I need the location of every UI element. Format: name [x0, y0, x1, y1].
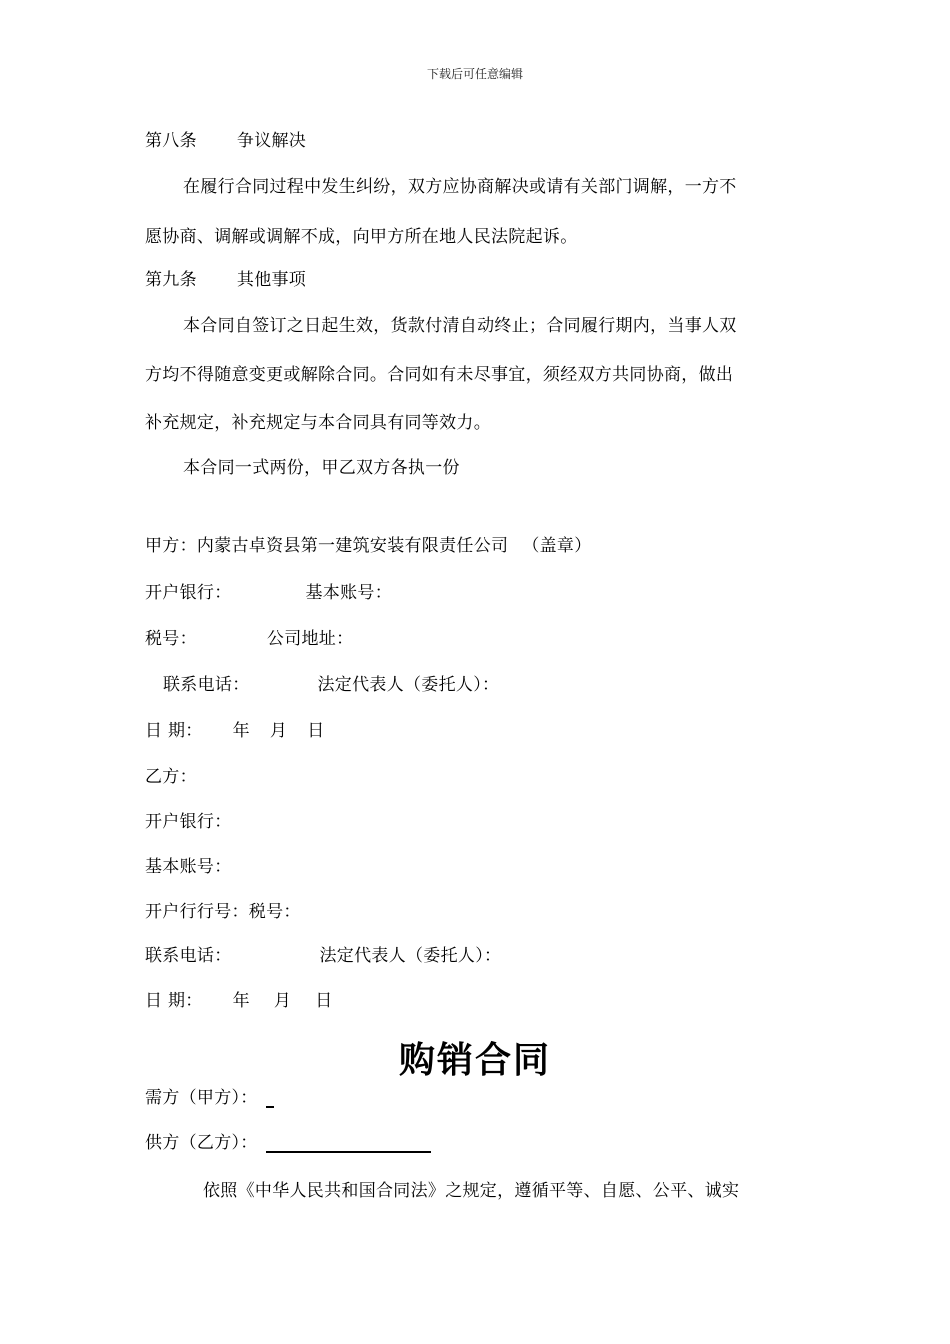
party-a-date-day: 日	[307, 721, 325, 741]
article-9-heading	[145, 265, 306, 290]
party-a-name: 甲方：内蒙古卓资县第一建筑安装有限责任公司	[145, 536, 509, 556]
article-9-paragraph-1-line-1: 本合同自签订之日起生效，货款付清自动终止；合同履行期内，当事人双	[183, 316, 737, 336]
party-a-account-label: 基本账号：	[305, 583, 392, 603]
article-8-heading	[145, 126, 306, 151]
party-a-bank-line	[145, 578, 392, 603]
party-a-rep-label: 法定代表人（委托人）：	[317, 675, 500, 695]
party-b-date-year: 年	[232, 991, 250, 1011]
article-9-paragraph-1-line-3: 补充规定，补充规定与本合同具有同等效力。	[145, 413, 491, 433]
seller-blank	[266, 1133, 431, 1153]
party-b-date-line	[145, 986, 333, 1011]
party-a-date-label: 日 期：	[145, 721, 203, 741]
article-8-paragraph-line-2: 愿协商、调解或调解不成，向甲方所在地人民法院起诉。	[145, 227, 578, 247]
party-b-name-label: 乙方：	[145, 767, 197, 787]
party-a-date-line	[145, 716, 325, 741]
buyer-label: 需方（甲方）：	[145, 1088, 258, 1108]
article-9-paragraph-2: 本合同一式两份，甲乙双方各执一份	[183, 458, 460, 478]
party-b-date-label: 日 期：	[145, 991, 203, 1011]
party-b-date-month: 月	[273, 991, 292, 1011]
party-a-tax-label: 税号：	[145, 629, 197, 649]
party-b-date-day: 日	[315, 991, 333, 1011]
party-b-phone-line	[145, 941, 501, 966]
article-8-paragraph-line-1: 在履行合同过程中发生纠纷，双方应协商解决或请有关部门调解，一方不	[183, 177, 737, 197]
party-a-phone-label: 联系电话：	[163, 675, 250, 695]
page-header: 下载后可任意编辑	[426, 67, 523, 81]
article-8-number: 第八条	[145, 131, 197, 151]
party-a-phone-line	[163, 670, 499, 695]
buyer-blank	[266, 1088, 274, 1108]
article-9-paragraph-1-line-2: 方均不得随意变更或解除合同。合同如有未尽事宜，须经双方共同协商，做出	[145, 365, 734, 385]
party-a-seal: （盖章）	[522, 536, 592, 556]
party-a-tax-line	[145, 624, 353, 649]
seller-label: 供方（乙方）：	[145, 1133, 258, 1153]
article-8-title: 争议解决	[236, 131, 307, 151]
party-b-account-label: 基本账号：	[145, 857, 232, 877]
party-a-address-label: 公司地址：	[266, 629, 354, 649]
contract-intro-line: 依照《中华人民共和国合同法》之规定，遵循平等、自愿、公平、诚实	[203, 1181, 740, 1201]
contract-title: 购销合同	[398, 1040, 551, 1081]
party-b-bank-label: 开户银行：	[145, 812, 232, 832]
party-b-phone-label: 联系电话：	[145, 946, 232, 966]
party-a-bank-label: 开户银行：	[145, 583, 232, 603]
party-b-bank-no-tax-label: 开户行行号：税号：	[145, 902, 301, 922]
article-9-number: 第九条	[145, 270, 197, 290]
party-b-rep-label: 法定代表人（委托人）：	[319, 946, 502, 966]
party-a-date-month: 月	[269, 721, 288, 741]
party-a-name-line	[145, 531, 592, 556]
party-a-date-year: 年	[232, 721, 250, 741]
seller-line	[145, 1128, 431, 1153]
article-9-title: 其他事项	[236, 270, 307, 290]
buyer-line	[145, 1083, 274, 1108]
